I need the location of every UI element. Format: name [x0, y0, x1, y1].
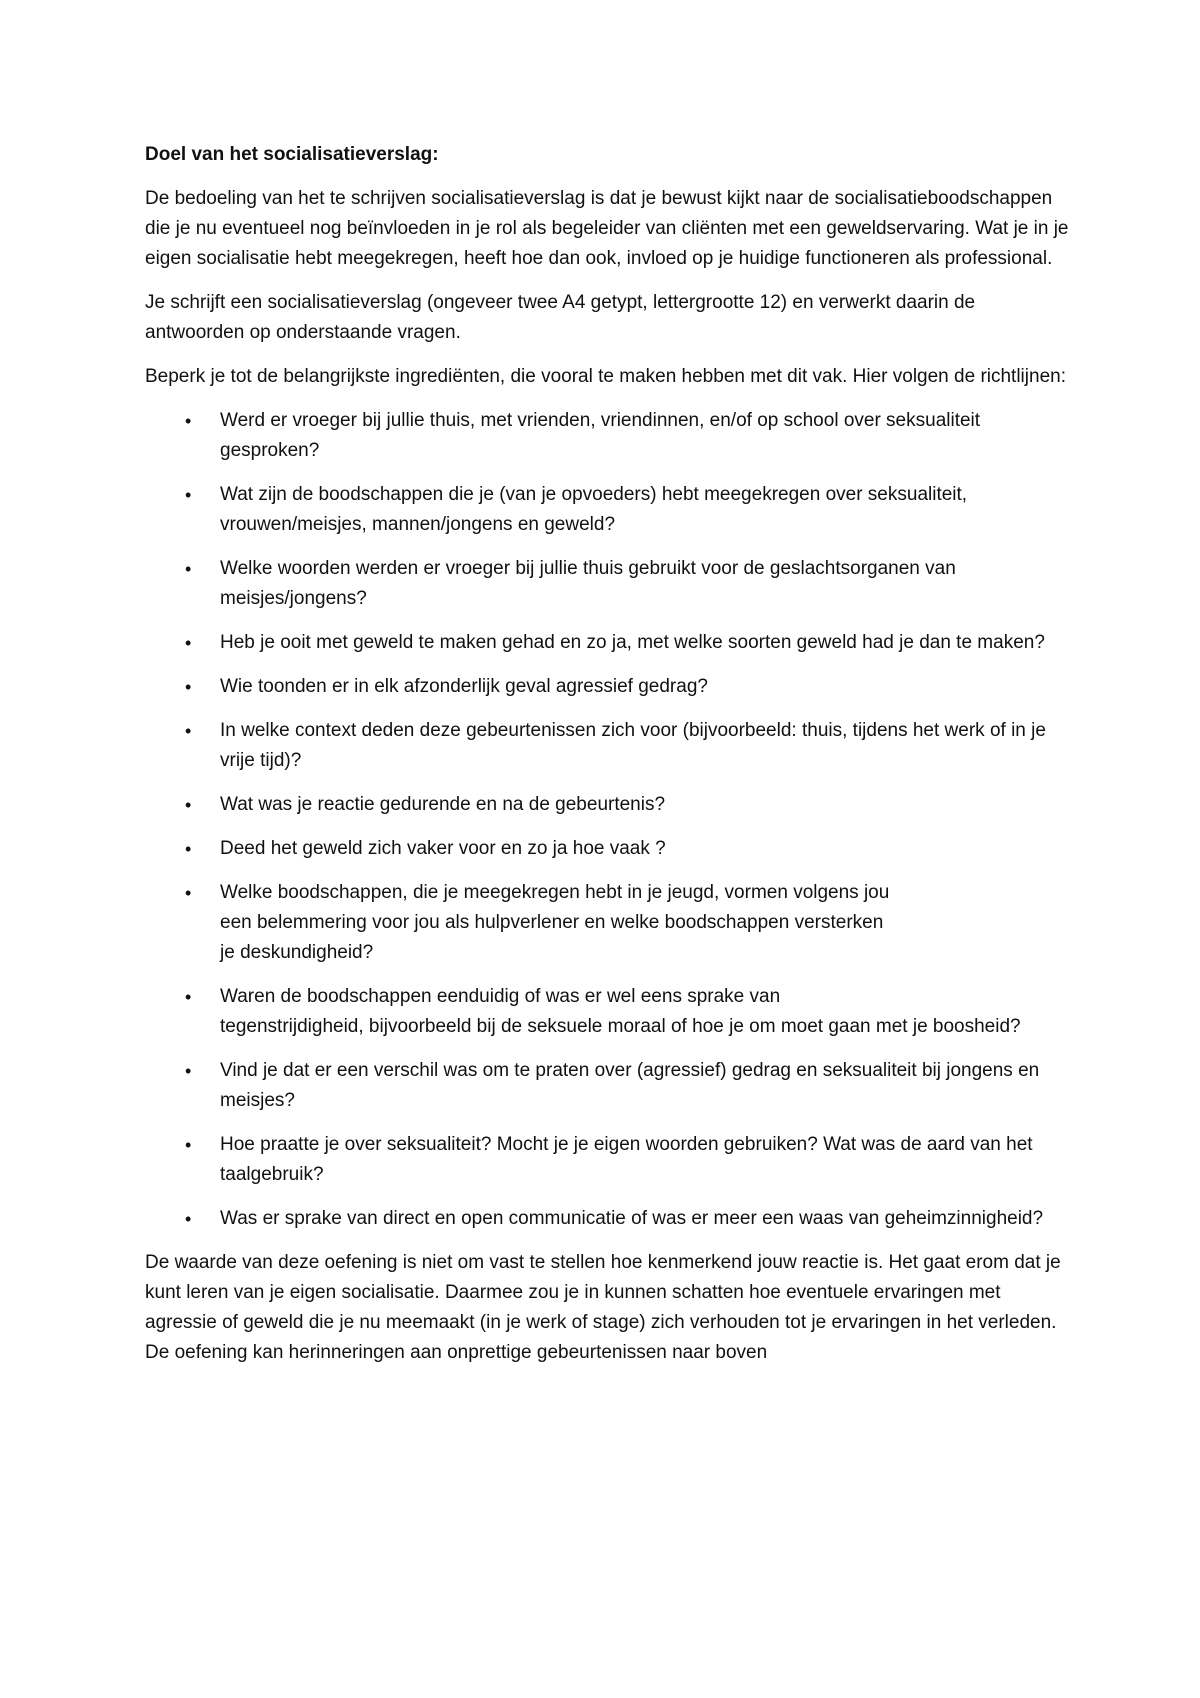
list-item — [145, 672, 1075, 702]
list-item — [145, 628, 1075, 658]
document-heading: Doel van het socialisatieverslag: — [145, 144, 439, 165]
question-text: Was er sprake van direct en open communicatie of was er meer een waas van geheimzinnigheid? — [220, 1208, 1044, 1229]
question-text: In welke context deden deze gebeurtenissen zich voor (bijvoorbeeld: thuis, tijdens het werk of in je vrije tijd)? — [220, 720, 1046, 771]
closing-paragraph: De waarde van deze oefening is niet om vast te stellen hoe kenmerkend jouw reactie is. Het gaat erom dat je kunt leren van je eigen socialisatie. Daarmee zou je in kunnen schatten hoe eventuele ervaringen met agressie of geweld die je nu meemaakt (in je werk of stage) zich verhouden tot je ervaringen in het verleden. De oefening kan herinneringen aan onprettige gebeurtenissen naar boven — [145, 1252, 1061, 1363]
list-item — [145, 480, 1075, 540]
list-item — [145, 554, 1075, 614]
list-item — [145, 1204, 1075, 1234]
bullet-icon: • — [185, 795, 192, 815]
question-text: Heb je ooit met geweld te maken gehad en zo ja, met welke soorten geweld had je dan te maken? — [220, 632, 1045, 653]
bullet-icon: • — [185, 721, 192, 741]
question-text: Welke boodschappen, die je meegekregen hebt in je jeugd, vormen volgens jou een belemmering voor jou als hulpverlener en welke boodschappen versterken je deskundigheid? — [220, 882, 890, 963]
list-item — [145, 982, 1075, 1042]
list-item — [145, 878, 1075, 968]
list-item — [145, 1056, 1075, 1116]
bullet-icon: • — [185, 883, 192, 903]
question-text: Hoe praatte je over seksualiteit? Mocht je je eigen woorden gebruiken? Wat was de aard van het taalgebruik? — [220, 1134, 1033, 1185]
document-page — [145, 140, 1075, 1368]
question-text: Wat zijn de boodschappen die je (van je opvoeders) hebt meegekregen over seksualiteit, vrouwen/meisjes, mannen/jongens en geweld? — [220, 484, 968, 535]
bullet-icon: • — [185, 633, 192, 653]
list-item — [145, 1130, 1075, 1190]
list-item — [145, 790, 1075, 820]
assignment-paragraph: Je schrijft een socialisatieverslag (ongeveer twee A4 getypt, lettergrootte 12) en verwerkt daarin de antwoorden op onderstaande vragen. — [145, 292, 976, 343]
bullet-icon: • — [185, 559, 192, 579]
bullet-icon: • — [185, 987, 192, 1007]
bullet-icon: • — [185, 1209, 192, 1229]
question-text: Welke woorden werden er vroeger bij jullie thuis gebruikt voor de geslachtsorganen van meisjes/jongens? — [220, 558, 956, 609]
list-item — [145, 834, 1075, 864]
bullet-icon: • — [185, 411, 192, 431]
question-text: Werd er vroeger bij jullie thuis, met vrienden, vriendinnen, en/of op school over seksualiteit gesproken? — [220, 410, 981, 461]
bullet-icon: • — [185, 485, 192, 505]
intro-paragraph: De bedoeling van het te schrijven socialisatieverslag is dat je bewust kijkt naar de socialisatieboodschappen die je nu eventueel nog beïnvloeden in je rol als begeleider van cliënten met een geweldservaring. Wat je in je eigen socialisatie hebt meegekregen, heeft hoe dan ook, invloed op je huidige functioneren als professional. — [145, 188, 1069, 269]
question-text: Waren de boodschappen eenduidig of was er wel eens sprake van tegenstrijdigheid, bijvoorbeeld bij de seksuele moraal of hoe je om moet gaan met je boosheid? — [220, 986, 1021, 1037]
bullet-icon: • — [185, 1135, 192, 1155]
bullet-icon: • — [185, 1061, 192, 1081]
guidelines-paragraph: Beperk je tot de belangrijkste ingrediënten, die vooral te maken hebben met dit vak. Hier volgen de richtlijnen: — [145, 366, 1066, 387]
question-text: Wie toonden er in elk afzonderlijk geval agressief gedrag? — [220, 676, 708, 697]
bullet-icon: • — [185, 839, 192, 859]
list-item — [145, 406, 1075, 466]
question-text: Vind je dat er een verschil was om te praten over (agressief) gedrag en seksualiteit bij jongens en meisjes? — [220, 1060, 1040, 1111]
bullet-icon: • — [185, 677, 192, 697]
question-list — [145, 406, 1075, 1234]
question-text: Wat was je reactie gedurende en na de gebeurtenis? — [220, 794, 666, 815]
question-text: Deed het geweld zich vaker voor en zo ja hoe vaak ? — [220, 838, 666, 859]
list-item — [145, 716, 1075, 776]
